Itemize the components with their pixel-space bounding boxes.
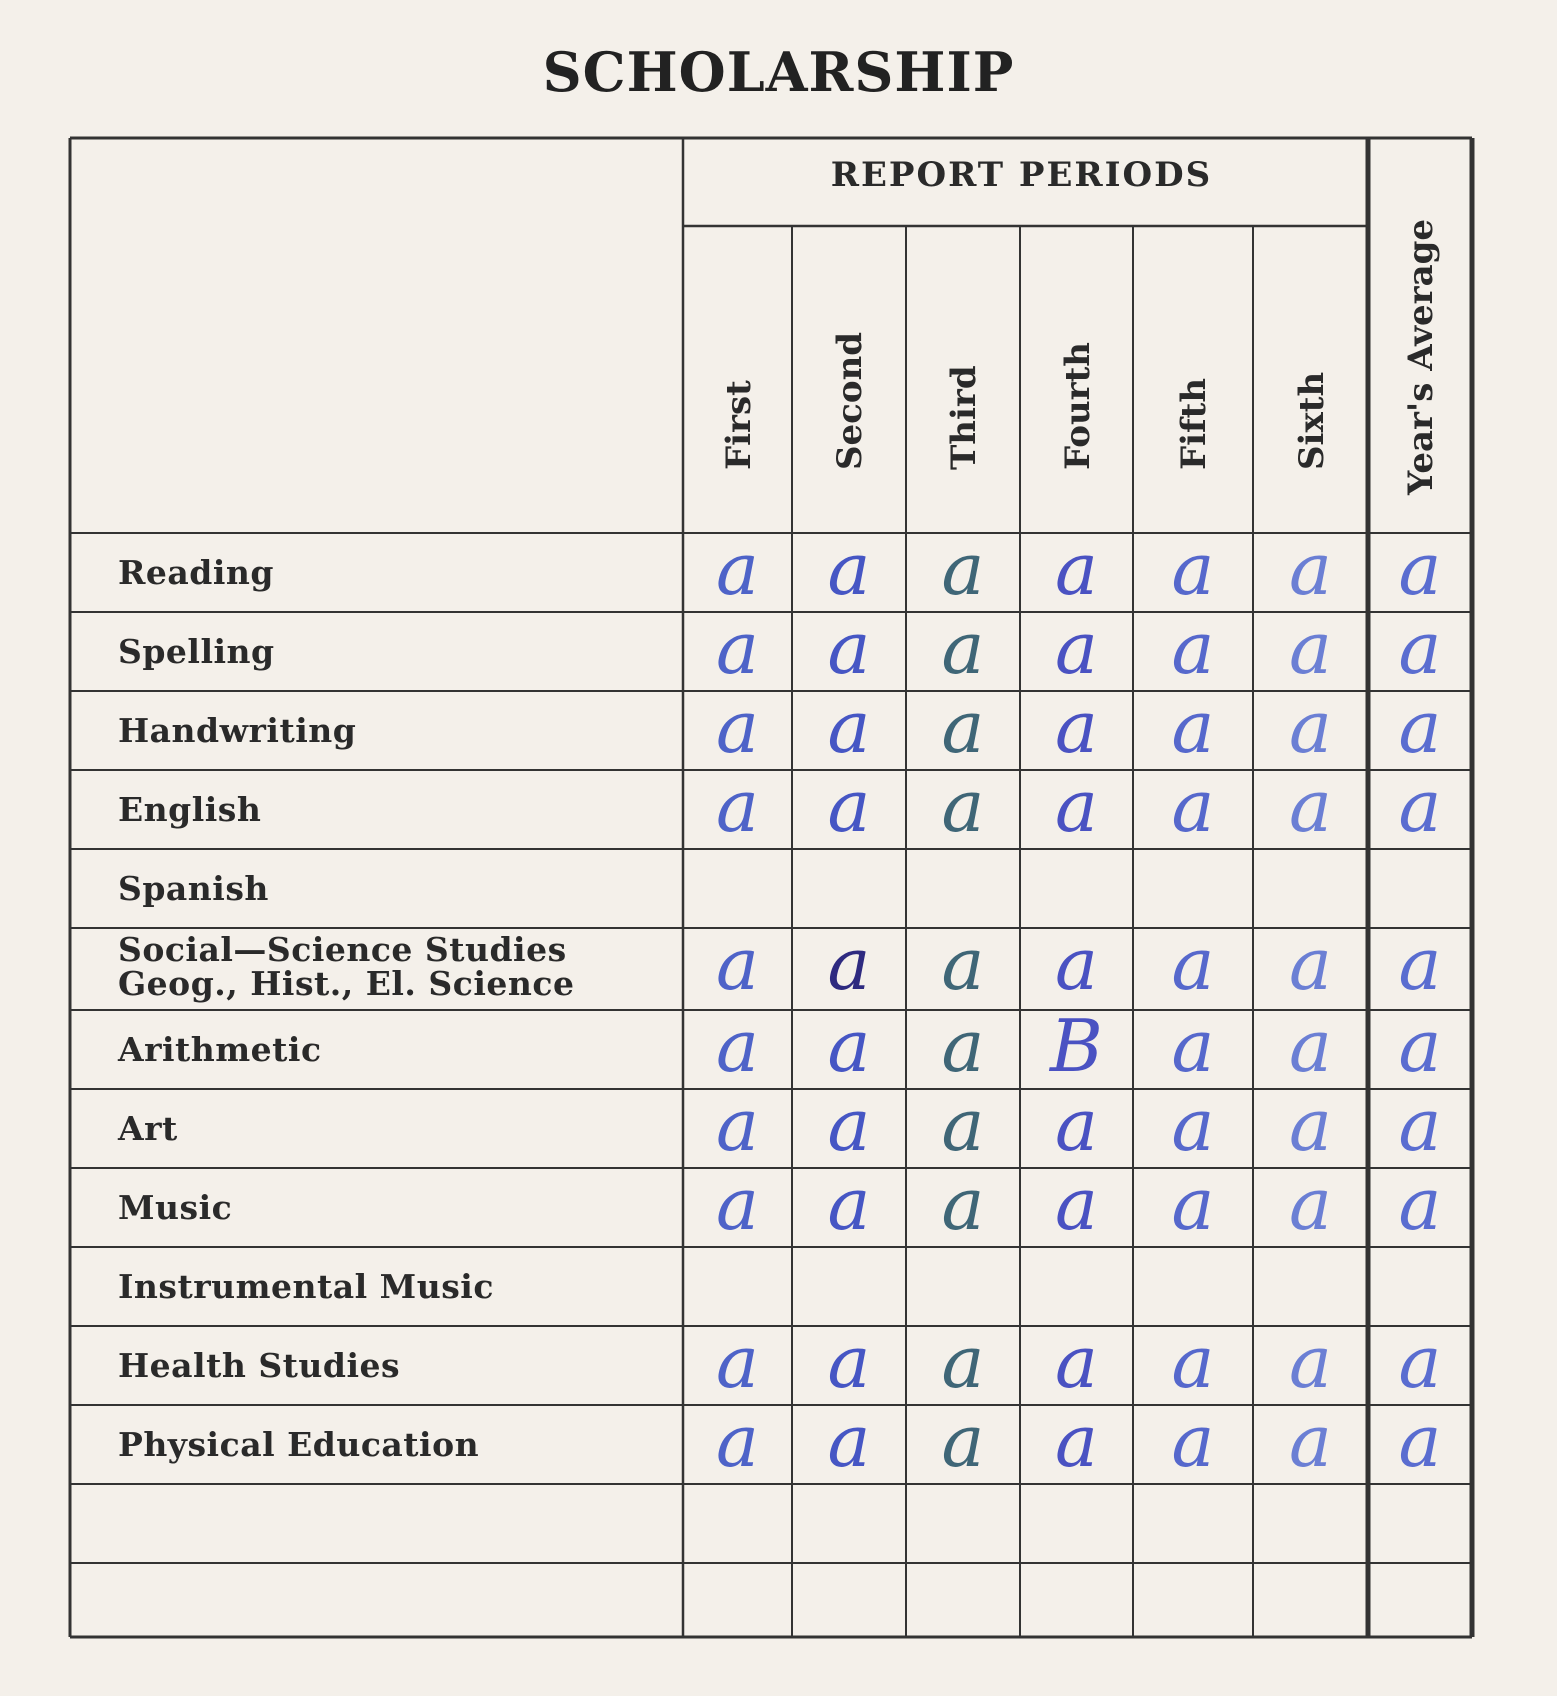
grade-mark: a (941, 606, 985, 690)
grade-mark: a (1398, 527, 1442, 611)
grade-mark: a (1055, 685, 1098, 769)
subject-label-line1: Social—Science Studies (118, 930, 567, 969)
subject-label: Reading (118, 552, 274, 592)
grade-mark: a (1289, 1399, 1332, 1483)
subject-label: English (118, 789, 262, 829)
grade-mark: a (716, 685, 759, 769)
grade-mark: a (1289, 1083, 1332, 1167)
grade-mark: a (1055, 606, 1098, 690)
subject-label: Handwriting (118, 710, 357, 750)
grade-mark: a (827, 685, 871, 769)
period-label-first: First (718, 380, 759, 470)
grade-mark: a (1171, 922, 1215, 1006)
grade-mark: a (941, 1083, 985, 1167)
grade-mark: a (827, 1162, 871, 1246)
grade-mark: a (716, 1162, 759, 1246)
period-label-fifth: Fifth (1174, 377, 1214, 470)
grade-mark: a (1398, 922, 1442, 1006)
grade-mark: a (1055, 1162, 1098, 1246)
grade-mark: a (941, 1004, 985, 1088)
grade-mark: a (1171, 1162, 1215, 1246)
grade-mark: a (1171, 1320, 1215, 1404)
grade-mark: a (716, 606, 759, 690)
grade-mark: a (1171, 527, 1215, 611)
grade-mark: a (827, 764, 871, 848)
grade-mark: a (1398, 606, 1442, 690)
grade-mark: a (941, 1399, 985, 1483)
subject-label: Physical Education (118, 1424, 480, 1464)
grade-mark: a (716, 1004, 759, 1088)
grade-mark: a (1055, 527, 1098, 611)
subject-label: Spanish (118, 868, 269, 908)
grade-mark: a (827, 527, 871, 611)
grade-mark: a (941, 922, 985, 1006)
period-label-third: Third (944, 365, 984, 470)
subject-label: Art (118, 1108, 178, 1148)
subject-label (118, 930, 575, 1003)
grade-mark: a (1398, 1083, 1442, 1167)
grade-mark: a (1289, 606, 1332, 690)
grade-mark: a (941, 1162, 985, 1246)
grade-mark: a (1289, 764, 1332, 848)
grade-mark: a (1398, 1162, 1442, 1246)
grade-mark: a (1398, 1004, 1442, 1088)
period-label-second: Second (830, 331, 870, 470)
grade-mark: a (1055, 1399, 1098, 1483)
grade-mark: a (1289, 685, 1332, 769)
grade-mark: a (716, 1399, 759, 1483)
grade-mark: a (941, 1320, 985, 1404)
subject-label: Health Studies (118, 1345, 401, 1385)
subject-label-line2: Geog., Hist., El. Science (118, 964, 575, 1003)
grade-mark: a (1055, 764, 1098, 848)
grade-mark: a (1398, 685, 1442, 769)
grade-mark: a (1398, 1399, 1442, 1483)
grade-mark: a (1171, 764, 1215, 848)
grade-mark: a (827, 1004, 871, 1088)
report-periods-header: REPORT PERIODS (830, 155, 1213, 195)
page-title: SCHOLARSHIP (542, 40, 1015, 104)
grade-mark: a (827, 922, 871, 1006)
grade-mark: a (1398, 1320, 1442, 1404)
grade-mark: a (1171, 606, 1215, 690)
period-label-years-average: Year's Average (1401, 218, 1441, 495)
period-label-sixth: Sixth (1291, 371, 1332, 470)
grade-mark: a (716, 764, 759, 848)
grade-mark: a (827, 1083, 871, 1167)
grade-mark: a (827, 1399, 871, 1483)
grade-mark: a (716, 1083, 759, 1167)
grade-mark: a (716, 527, 759, 611)
grade-mark: a (1289, 1162, 1332, 1246)
grade-mark: a (941, 527, 985, 611)
grade-mark: a (1171, 1083, 1215, 1167)
subject-label: Music (118, 1187, 233, 1227)
grade-mark: a (1055, 922, 1098, 1006)
grade-mark: a (1289, 1004, 1332, 1088)
grade-mark: a (941, 764, 985, 848)
grade-mark: a (1055, 1083, 1098, 1167)
period-label-fourth: Fourth (1057, 341, 1098, 470)
grade-mark: a (1171, 685, 1215, 769)
grade-mark: a (1398, 764, 1442, 848)
grade-mark: a (1055, 1320, 1098, 1404)
grade-mark: a (827, 1320, 871, 1404)
grade-mark: a (1289, 1320, 1332, 1404)
grade-mark: a (827, 606, 871, 690)
subject-label: Arithmetic (118, 1029, 322, 1069)
grade-mark: a (1171, 1004, 1215, 1088)
grade-mark: a (1171, 1399, 1215, 1483)
grade-mark: a (716, 1320, 759, 1404)
grade-mark: a (1289, 527, 1332, 611)
grade-mark: a (716, 922, 759, 1006)
subject-label: Instrumental Music (118, 1266, 494, 1306)
grade-mark: a (941, 685, 985, 769)
grade-mark: a (1289, 922, 1332, 1006)
subject-label: Spelling (118, 631, 275, 671)
grade-mark: B (1050, 1004, 1103, 1088)
